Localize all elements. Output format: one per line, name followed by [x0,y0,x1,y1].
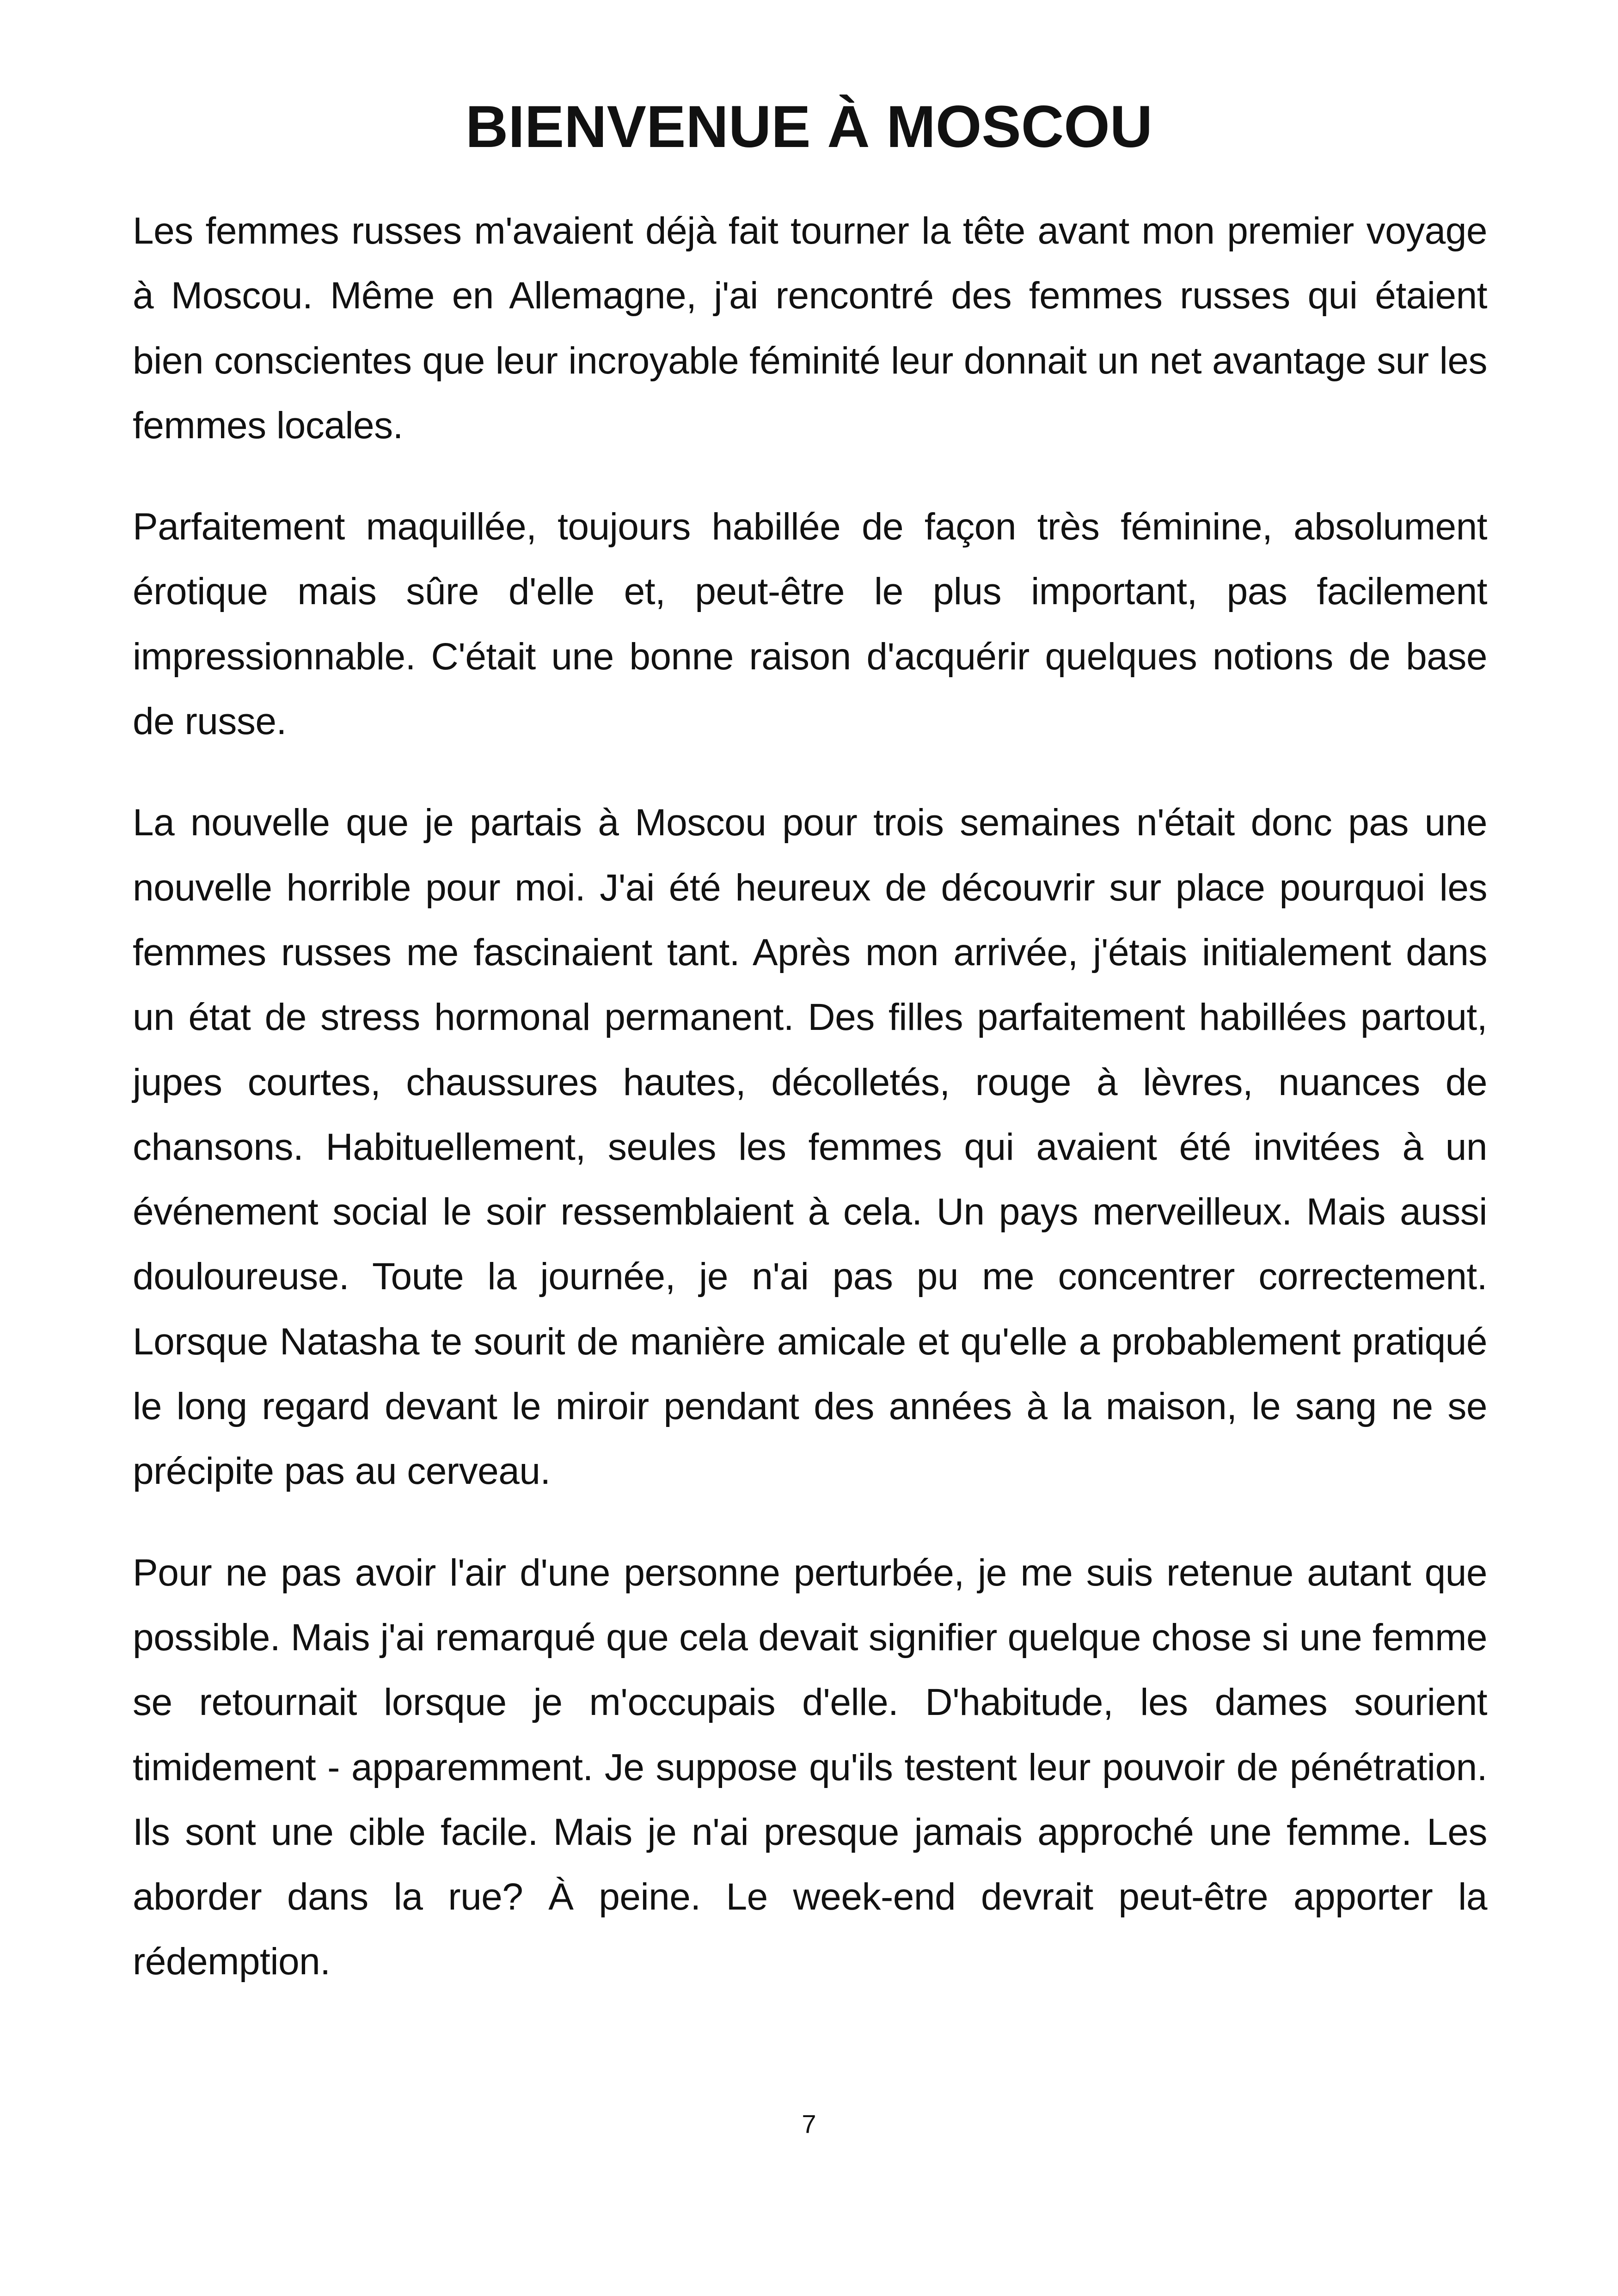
page-number: 7 [802,2109,816,2138]
paragraph-4: Pour ne pas avoir l'air d'une personne perturbée, je me suis retenue autant que possible. Mais j'ai remarqué que cela devait signifier quelque chose si une femme se retournait lorsque je m'occupais d'elle. D'habitude, les dames sourient timidement - apparemment. Je suppose qu'ils testent leur pouvoir de pénétration. Ils sont une cible facile. Mais je n'ai presque jamais approché une femme. Les aborder dans la rue? À peine. Le week-end devrait peut-être apporter la rédemption. [133,1551,1487,1983]
paragraph-2: Parfaitement maquillée, toujours habillée de façon très féminine, absolument érotique mais sûre d'elle et, peut-être le plus important, pas facilement impressionnable. C'était une bonne raison d'acquérir quelques notions de base de russe. [133,506,1487,743]
paragraph-1: Les femmes russes m'avaient déjà fait tourner la tête avant mon premier voyage à Moscou. Même en Allemagne, j'ai rencontré des femmes russes qui étaient bien conscientes que leur incroyable féminité leur donnait un net avantage sur les femmes locales. [133,210,1487,447]
chapter-title: BIENVENUE À MOSCOU [465,94,1153,160]
paragraph-3: La nouvelle que je partais à Moscou pour trois semaines n'était donc pas une nouvelle horrible pour moi. J'ai été heureux de découvrir sur place pourquoi les femmes russes me fascinaient tant. Après mon arrivée, j'étais initialement dans un état de stress hormonal permanent. Des filles parfaitement habillées partout, jupes courtes, chaussures hautes, décolletés, rouge à lèvres, nuances de chansons. Habituellement, seules les femmes qui avaient été invitées à un événement social le soir ressemblaient à cela. Un pays merveilleux. Mais aussi douloureuse. Toute la journée, je n'ai pas pu me concentrer correctement. Lorsque Natasha te sourit de manière amicale et qu'elle a probablement pratiqué le long regard devant le miroir pendant des années à la maison, le sang ne se précipite pas au cerveau. [133,802,1487,1493]
body-text [133,199,1487,2031]
